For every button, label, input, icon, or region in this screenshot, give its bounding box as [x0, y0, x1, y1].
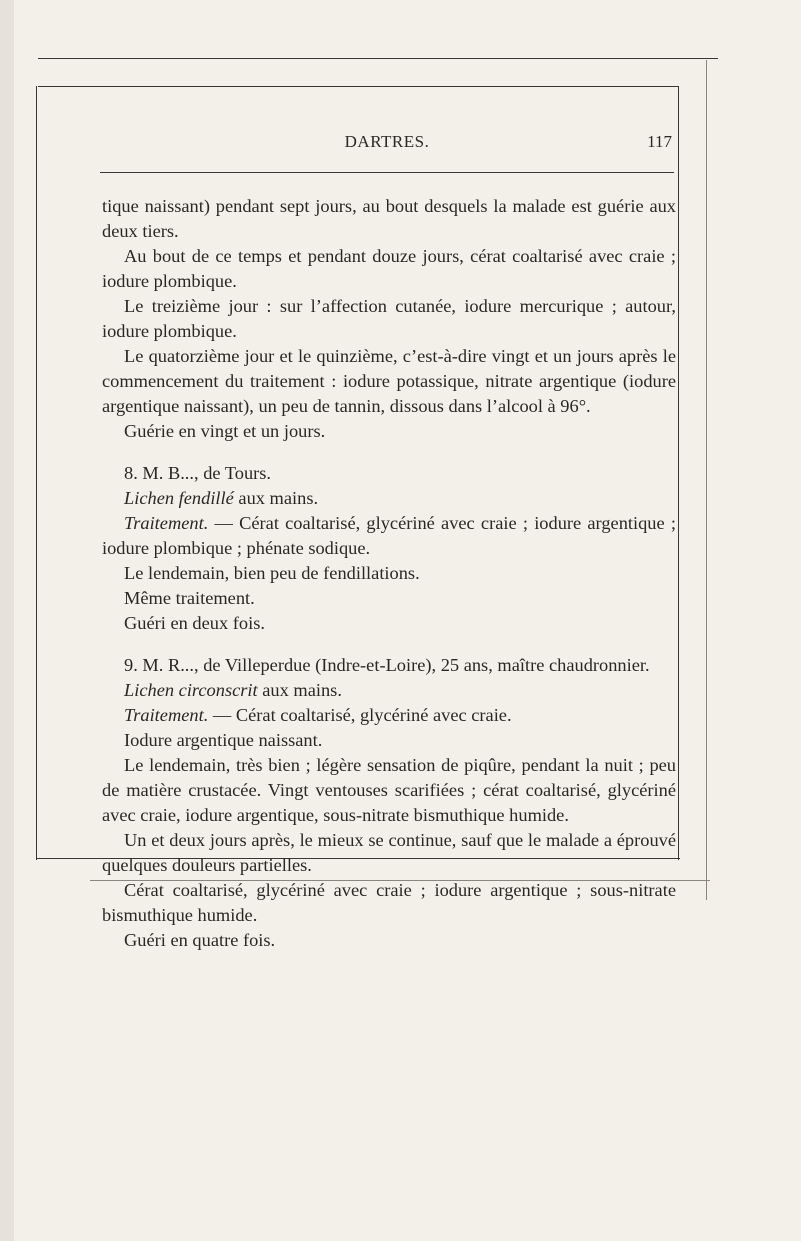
scan-border-outer-right [706, 60, 707, 900]
case-diagnosis [102, 678, 676, 703]
header-rule [100, 172, 674, 173]
diagnosis-location: aux mains. [233, 488, 319, 508]
paragraph: Le treizième jour : sur l’affection cutanée, iodure mercurique ; autour, iodure plombique. [102, 296, 676, 341]
case-heading: 8. M. B..., de Tours. [124, 463, 272, 483]
case-line: Un et deux jours après, le mieux se continue, sauf que le malade a éprouvé quelques douleurs partielles. [102, 830, 676, 875]
case-line: Le lendemain, très bien ; légère sensation de piqûre, pendant la nuit ; peu de matière crustacée. Vingt ventouses scarifiées ; cérat coaltarisé, glycériné avec craie, iodure argentique, sous-nitrate bismuthique humide. [102, 755, 676, 825]
case-line: Même traitement. [124, 588, 255, 608]
paragraph: Le quatorzième jour et le quinzième, c’est-à-dire vingt et un jours après le commencement du traitement : iodure potassique, nitrate argentique (iodure argentique naissant), un peu de tannin, dissous dans l’alcool à 96°. [102, 346, 676, 416]
scan-border-left [36, 86, 37, 860]
scan-edge-shadow [0, 0, 14, 1241]
diagnosis-name: Lichen fendillé [124, 488, 234, 508]
case-treatment [102, 703, 676, 728]
paragraph: Guérie en vingt et un jours. [124, 421, 326, 441]
treatment-text: — Cérat coaltarisé, glycériné avec craie. [208, 705, 512, 725]
case-line: Guéri en deux fois. [124, 613, 265, 633]
case-treatment [102, 511, 676, 561]
case-diagnosis [102, 486, 676, 511]
paragraph: tique naissant) pendant sept jours, au bout desquels la malade est guérie aux deux tiers. [102, 196, 676, 241]
scan-border-top [38, 58, 718, 59]
scan-border-inner-top [38, 86, 678, 87]
case-heading: 9. M. R..., de Villeperdue (Indre-et-Loire), 25 ans, maître chaudronnier. [124, 655, 650, 675]
scan-border-right [678, 86, 679, 860]
case-line: Iodure argentique naissant. [124, 730, 323, 750]
page-header [100, 132, 674, 154]
treatment-label: Traitement. [124, 705, 209, 725]
body-text [102, 194, 676, 953]
page-number: 117 [647, 132, 672, 151]
treatment-label: Traitement. [124, 513, 209, 533]
treatment-text: — Cérat coaltarisé, glycériné avec craie ; iodure argentique ; iodure plombique ; phénate sodique. [102, 513, 676, 558]
running-head: DARTRES. [344, 132, 430, 151]
case-line: Cérat coaltarisé, glycériné avec craie ; iodure argentique ; sous-nitrate bismuthique humide. [102, 880, 676, 925]
case-line: Le lendemain, bien peu de fendillations. [124, 563, 420, 583]
diagnosis-location: aux mains. [257, 680, 342, 700]
case-line: Guéri en quatre fois. [124, 930, 276, 950]
paragraph: Au bout de ce temps et pendant douze jours, cérat coaltarisé avec craie ; iodure plombique. [102, 246, 676, 291]
diagnosis-name: Lichen circonscrit [124, 680, 258, 700]
